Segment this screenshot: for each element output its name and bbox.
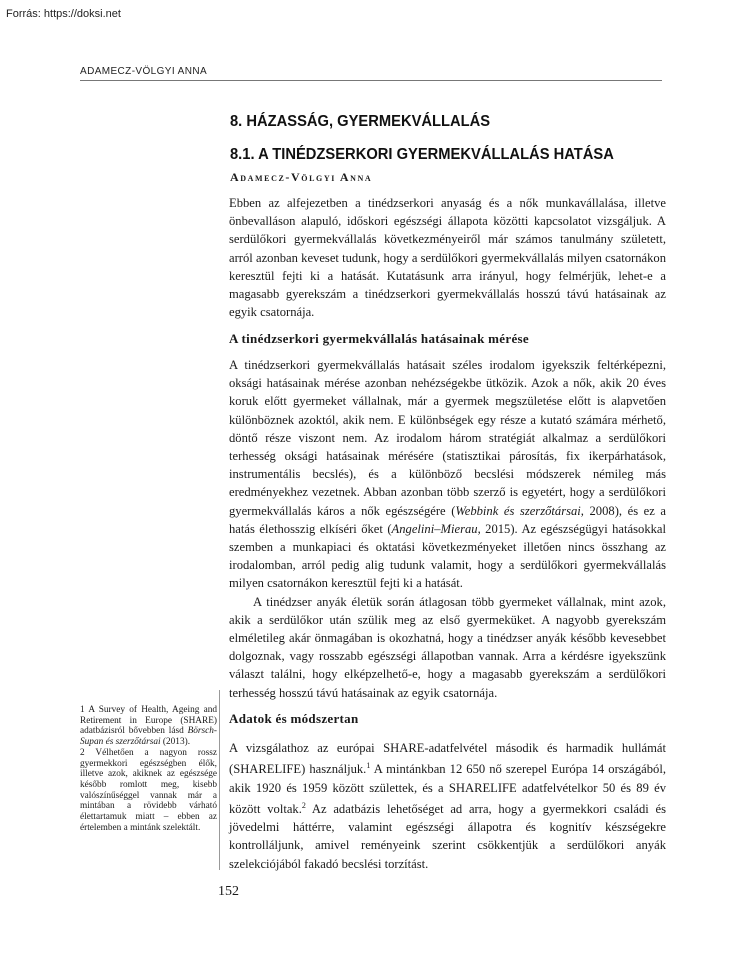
source-note: Forrás: https://doksi.net xyxy=(6,8,121,20)
footnote-ref-2[interactable]: 2 xyxy=(301,800,306,810)
running-head: ADAMECZ-VÖLGYI ANNA xyxy=(80,66,208,77)
text-run: A vizsgálathoz az európai SHARE-adatfelvétel második és harmadik hullámát (SHARELIFE) használjuk. xyxy=(229,741,666,777)
text-run: A mintánkban 12 650 nő szerepel Európa 14 országából, akik 1920 és 1959 között születtek, és a SHARELIFE adatfelvételkor 50 és 89 év között voltak. xyxy=(229,762,666,816)
footnote-text: 1 A Survey of Health, Ageing and Retirement in Europe (SHARE) adatbázisról bővebben lásd xyxy=(80,705,217,737)
citation-angelini: Angelini–Mierau, xyxy=(391,521,481,536)
citation-webbink: Webbink és szerzőtársai, xyxy=(455,503,584,518)
intro-paragraph: Ebben az alfejezetben a tinédzserkori anyaság és a nők munkavállalása, illetve önbevalláson alapuló, időskori egészségi állapota közötti kapcsolatot vizsgáljuk. A serdülőkori gyermekvállalás következményeiről már számos tanulmány született, arról azonban keveset tudunk, hogy a serdülőkori gyermekvállalás milyen csatornákon keresztül fejti ki a hatását. Kutatásunk arra irányul, hogy felmérjük, lehet-e a magasabb gyerekszám a tinédzserkori gyermekvállalás hosszú távú hatásainak az egyik csatornája. xyxy=(229,196,666,320)
footnote-1 xyxy=(80,705,217,748)
section-title: 8.1. A TINÉDZSERKORI GYERMEKVÁLLALÁS HATÁSA xyxy=(230,146,614,163)
text-run: Az adatbázis lehetőséget ad arra, hogy a gyermekkori családi és jövedelmi háttérre, valamint egészségi állapotra és kognitív készségekre kontrolláljunk, amivel reményeink szerint csökkentjük a serdülőkori anyák szelekciójából fakadó becslési torzítást. xyxy=(229,801,666,871)
data-methods-paragraph xyxy=(229,739,666,873)
footnotes xyxy=(80,705,217,833)
page-number: 152 xyxy=(218,884,239,899)
sub-heading-measurement: A tinédzserkori gyermekvállalás hatásainak mérése xyxy=(229,331,529,346)
header-divider xyxy=(80,80,662,81)
text-run: 2008), és ez a hatás élethosszig elkíséri őket ( xyxy=(229,503,666,536)
measurement-paragraph-2: A tinédzser anyák életük során átlagosan több gyermeket vállalnak, mint azok, akik a serdülőkor után szülik meg az első gyermeküket. A nagyobb gyerekszám elméletileg akár önmagában is okozhatná, hogy a tinédzser anyák később kevesebbet dolgoznak, vagy rosszabb egészségi állapotban vannak. Arra a kérdésre igyekszünk választ találni, hogy elképzelhető-e, hogy a magasabb gyerekszám a serdülőkori terhesség hosszú távú hatásainak az egyik csatornája. xyxy=(229,594,666,700)
chapter-title: 8. HÁZASSÁG, GYERMEKVÁLLALÁS xyxy=(230,113,491,130)
footnote-citation: Börsch-Supan és szerzőtársai xyxy=(80,726,217,748)
footnote-2: 2 Vélhetően a nagyon rossz gyermekkori egészségben élők, illetve azok, akiknek az egészsége később romlott meg, kisebb valószínűséggel vannak már a mintában a rövidebb várható élettartamuk miatt – ebben az értelemben a mintánk szelektált. xyxy=(80,747,217,833)
footnote-ref-1[interactable]: 1 xyxy=(366,761,371,771)
text-run: A tinédzserkori gyermekvállalás hatásait széles irodalom igyekszik feltérképezni, oksági hatásainak mérése azonban nehézségekbe ütközik. Azok a nők, akik 20 éves koruk előtt gyermeket vállalnak, már a gyermek megszületése előtt is alapvetően különböznek azoktól, akik nem. E különbségek egy része a kutató számára mérhető, döntő része viszont nem. Az irodalom három stratégiát alkalmaz a serdülőkori terhesség oksági hatásainak mérésére (statisztikai párosítás, fix ikerpárhatások, instrumentális becslés), és a különböző becslési módszerek némileg más eredményekhez vezetnek. Abban azonban több szerző is egyetért, hogy a serdülőkori gyermekvállalás káros a nők egészségére ( xyxy=(229,358,666,518)
measurement-paragraph-1 xyxy=(229,356,666,593)
text-run: 2015). Az egészségügyi hatásokkal szemben a munkapiaci és oktatási következményeket illetően nincs összhang az irodalomban, arról pedig alig tudunk valamit, hogy a serdülőkori gyermekvállalás milyen csatornákon keresztül fejti ki a hatását. xyxy=(229,521,666,591)
footnote-divider xyxy=(219,690,220,870)
footnote-text: (2013). xyxy=(160,737,191,748)
section-author: Adamecz-Völgyi Anna xyxy=(230,170,373,184)
section-measurement-body xyxy=(229,356,666,702)
sub-heading-data-methods: Adatok és módszertan xyxy=(229,711,359,726)
